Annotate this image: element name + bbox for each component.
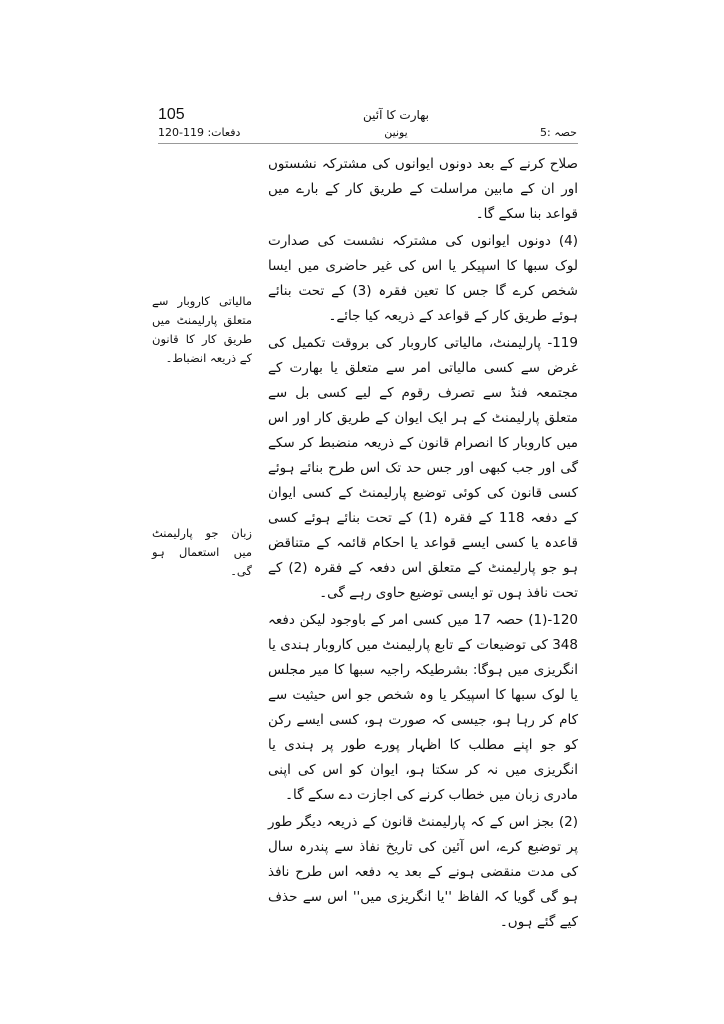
part-label: حصہ :5 [540, 126, 577, 139]
paragraph-120-2: (2) بجز اس کے کہ پارلیمنٹ قانون کے ذریعہ دیگر طور پر توضیع کرے، اس آئین کی تاریخ نفاذ سے پندرہ سال کی مدت منقضی ہونے کے بعد یہ دفعہ اس طرح نافذ ہو گی گویا کہ الفاظ ''یا انگریزی میں'' اس سے حذف کیے گئے ہوں۔ [268, 814, 578, 930]
margin-note-120: زبان جو پارلیمنٹ میں استعمال ہو گی۔ [152, 526, 252, 578]
page-number: 105 [158, 106, 185, 123]
part-name: یونین [384, 126, 408, 139]
main-text [268, 152, 578, 935]
paragraph-120-1: 120-(1) حصہ 17 میں کسی امر کے باوجود لیکن دفعہ 348 کی توضیعات کے تابع پارلیمنٹ میں کاروبار ہندی یا انگریزی میں ہوگا: بشرطیکہ راجیہ سبھا کا میر مجلس یا لوک سبھا کا اسپیکر یا وہ شخص جو اس حیثیت سے کام کر رہا ہو، جیسی کہ صورت ہو، کسی ایسے رکن کو جو اپنے مطلب کا اظہار پورے طور پر ہندی یا انگریزی میں نہ کر سکتا ہو، ایوان کو اس کی اپنی مادری زبان میں خطاب کرنے کی اجازت دے سکے گا۔ [268, 612, 579, 803]
header-divider [158, 143, 578, 144]
section-reference: دفعات: 119-120 [158, 126, 241, 139]
margin-note-119: مالیاتی کاروبار سے متعلق پارلیمنٹ میں طریق کار کا قانون کے ذریعہ انضباط۔ [152, 294, 252, 365]
paragraph-119: 119- پارلیمنٹ، مالیاتی کاروبار کی بروقت تکمیل کی غرض سے کسی مالیاتی امر سے متعلق یا بھارت کے مجتمعہ فنڈ سے تصرف رقوم کے لیے کسی بل سے متعلق پارلیمنٹ کے ہر ایک ایوان کے طریق کار اور اس میں کاروبار کا انصرام قانون کے ذریعہ منضبط کر سکے گی اور جب کبھی اور جس حد تک اس طرح بنائے ہوئے کسی قانون کی کوئی توضیع پارلیمنٹ کے کسی ایوان کے دفعہ 118 کے فقرہ (1) کے تحت بنائے ہوئے کسی قاعدہ یا کسی ایسے قواعد یا احکام قائمہ کے متناقض ہو جو پارلیمنٹ کے متعلق اس دفعہ کے فقرہ (2) کے تحت نافذ ہوں تو ایسی توضیع حاوی رہے گی۔ [268, 335, 579, 601]
paragraph-118-continued: صلاح کرنے کے بعد دونوں ایوانوں کی مشترکہ نشستوں اور ان کے مابین مراسلت کے طریق کار کے بارے میں قواعد بنا سکے گا۔ [268, 156, 578, 222]
book-title: بھارت کا آئین [362, 108, 430, 122]
paragraph-118-4: (4) دونوں ایوانوں کی مشترکہ نشست کی صدارت لوک سبھا کا اسپیکر یا اس کی غیر حاضری میں ایسا شخص کرے گا جس کا تعین فقرہ (3) کے تحت بنائے ہوئے طریق کار کے قواعد کے ذریعہ کیا جائے۔ [268, 233, 578, 324]
